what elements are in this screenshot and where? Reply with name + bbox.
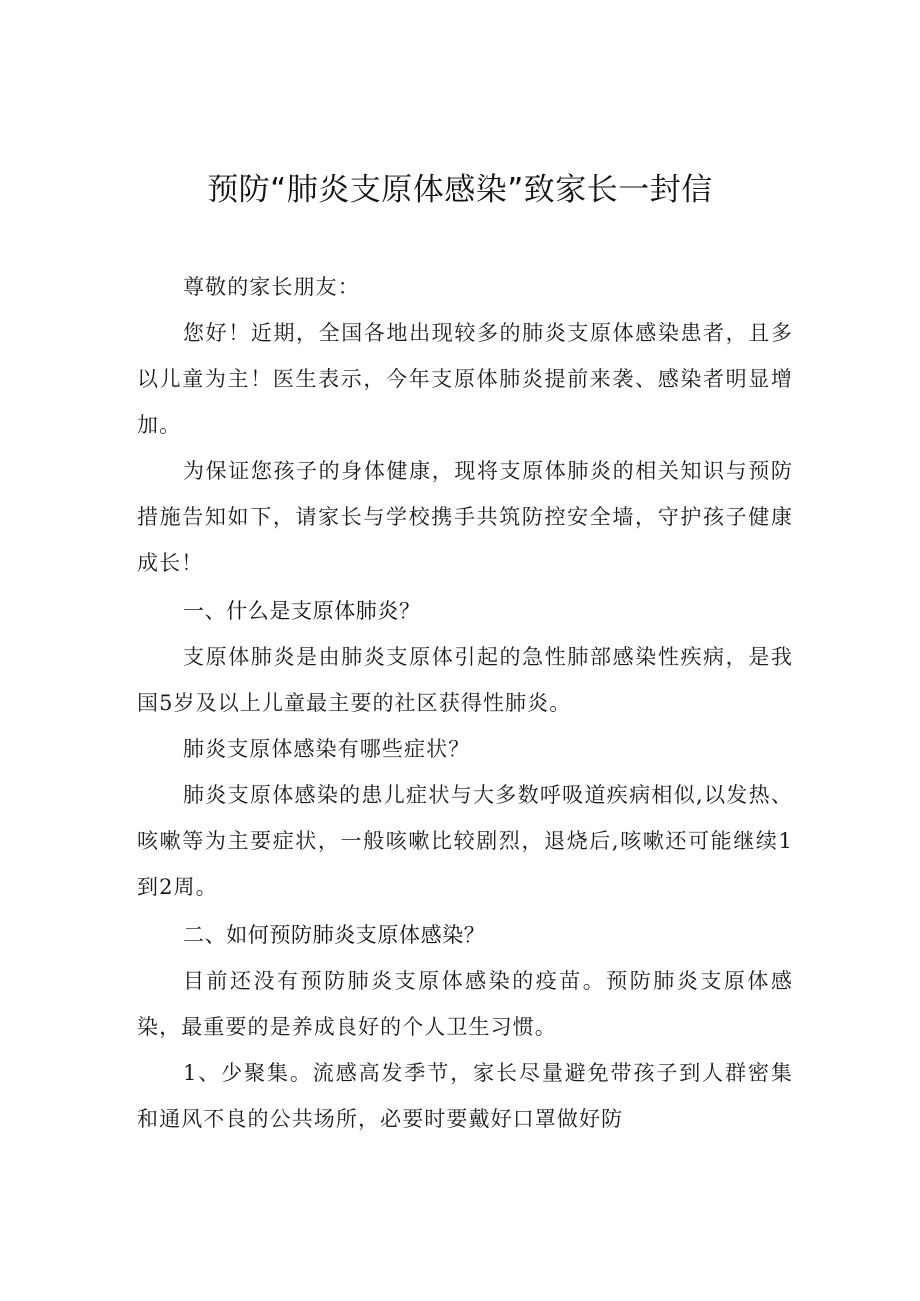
- section-heading-prevention: 二、如何预防肺炎支原体感染？: [183, 923, 486, 947]
- document-body: [137, 264, 793, 1142]
- paragraph-greeting: 您好！近期，全国各地出现较多的肺炎支原体感染患者，且多以儿童为主！医生表示，今年支原体肺炎提前来袭、感染者明显增加。: [137, 321, 793, 437]
- paragraph-definition: 支原体肺炎是由肺炎支原体引起的急性肺部感染性疾病，是我国5岁及以上儿童最主要的社区获得性肺炎。: [137, 645, 793, 715]
- paragraph-avoid-crowds: 1、少聚集。流感高发季节，家长尽量避免带孩子到人群密集和通风不良的公共场所，必要时要戴好口罩做好防: [137, 1061, 793, 1131]
- paragraph-symptoms-question: 肺炎支原体感染有哪些症状？: [183, 737, 471, 761]
- section-heading-what-is: 一、什么是支原体肺炎？: [183, 599, 421, 623]
- paragraph-purpose: 为保证您孩子的身体健康，现将支原体肺炎的相关知识与预防措施告知如下，请家长与学校携手共筑防控安全墙，守护孩子健康成长！: [137, 459, 793, 575]
- salutation: 尊敬的家长朋友：: [183, 275, 360, 299]
- paragraph-no-vaccine: 目前还没有预防肺炎支原体感染的疫苗。预防肺炎支原体感染，最重要的是养成良好的个人卫生习惯。: [137, 969, 793, 1039]
- document-title: 预防“肺炎支原体感染”致家长一封信: [207, 172, 713, 208]
- paragraph-symptoms: 肺炎支原体感染的患儿症状与大多数呼吸道疾病相似,以发热、咳嗽等为主要症状，一般咳嗽比较剧烈，退烧后,咳嗽还可能继续1到2周。: [137, 783, 793, 899]
